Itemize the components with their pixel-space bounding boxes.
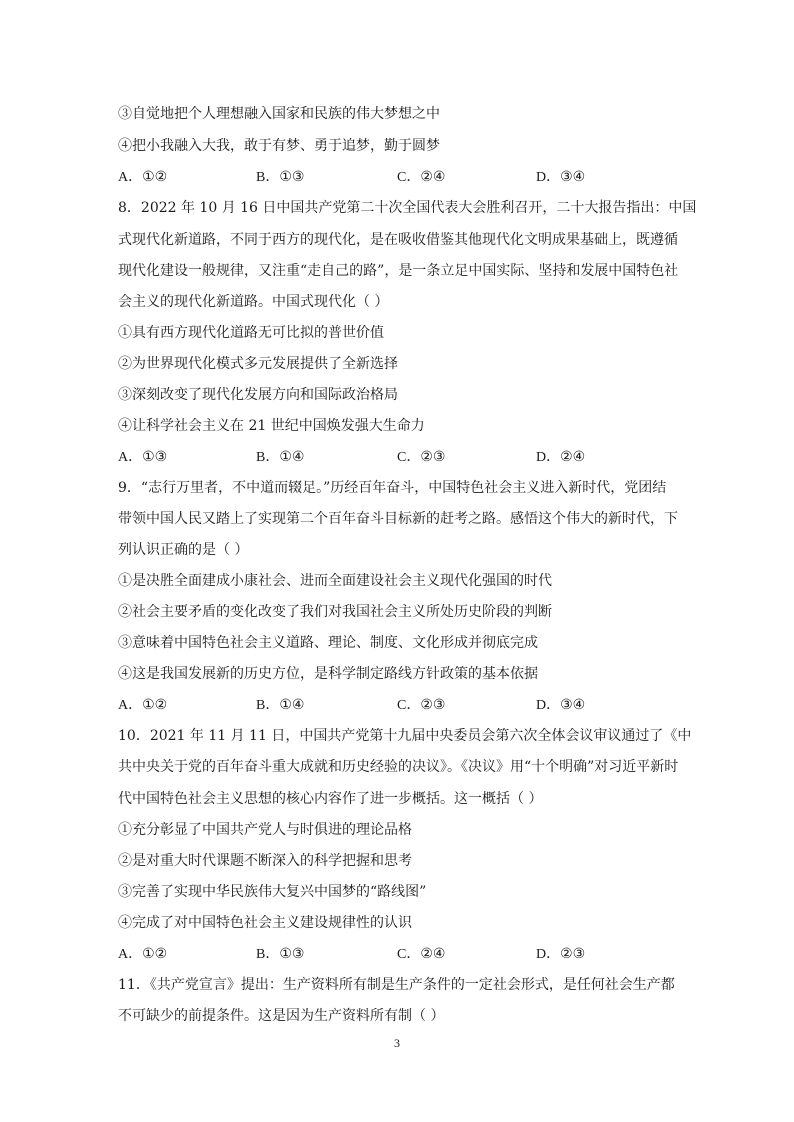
q8-item-3: ③深刻改变了现代化发展方向和国际政治格局 (118, 387, 398, 403)
q8-stem-line: 式现代化新道路，不同于西方的现代化，是在吸收借鉴其他现代化文明成果基础上，既遵循 (118, 232, 678, 248)
q8-option-d[interactable]: D．②④ (536, 449, 586, 465)
q8-stem-line: 会主义的现代化新道路。中国式现代化（ ） (118, 294, 389, 310)
q8-options (118, 448, 678, 466)
q10-option-d[interactable]: D．②③ (536, 946, 586, 962)
q9-option-b[interactable]: B．①④ (256, 697, 305, 713)
q10-stem-line: 代中国特色社会主义思想的核心内容作了进一步概括。这一概括（ ） (118, 791, 543, 807)
q8-item-1: ①具有西方现代化道路无可比拟的普世价值 (118, 325, 384, 341)
page-number: 3 (394, 1036, 400, 1050)
q8-option-a[interactable]: A．①③ (118, 449, 168, 465)
q8-option-c[interactable]: C．②③ (397, 449, 446, 465)
q8-item-4: ④让科学社会主义在 21 世纪中国焕发强大生命力 (118, 418, 425, 434)
q9-option-d[interactable]: D．③④ (536, 697, 586, 713)
q7-option-b[interactable]: B．①③ (256, 169, 305, 185)
q7-item-3: ③自觉地把个人理想融入国家和民族的伟大梦想之中 (118, 106, 440, 122)
q9-stem-line: 列认识正确的是（ ） (118, 542, 249, 558)
q9-item-2: ②社会主要矛盾的变化改变了我们对我国社会主义所处历史阶段的判断 (118, 604, 552, 620)
q10-stem-line: 共中央关于党的百年奋斗重大成就和历史经验的决议》。《决议》用“十个明确”对习近平新时 (118, 759, 679, 775)
q7-options (118, 168, 678, 186)
q10-item-4: ④完成了对中国特色社会主义建设规律性的认识 (118, 915, 412, 931)
q9-options (118, 696, 678, 714)
q11-stem-line: 11．《共产党宣言》提出：生产资料所有制是生产条件的一定社会形式，是任何社会生产都 (118, 977, 675, 993)
q10-option-c[interactable]: C．②④ (397, 946, 446, 962)
q9-stem-line: 带领中国人民又踏上了实现第二个百年奋斗目标新的赶考之路。感悟这个伟大的新时代，下 (118, 511, 678, 527)
q9-item-3: ③意味着中国特色社会主义道路、理论、制度、文化形成并彻底完成 (118, 635, 538, 651)
q8-stem-line: 8．2022 年 10 月 16 日中国共产党第二十次全国代表大会胜利召开，二十大报告指出：中国 (118, 200, 697, 216)
q9-option-c[interactable]: C．②③ (397, 697, 446, 713)
q10-option-a[interactable]: A．①② (118, 946, 168, 962)
q10-stem-line: 10．2021 年 11 月 11 日，中国共产党第十九届中央委员会第六次全体会议审议通过了《中 (118, 728, 692, 744)
q8-option-b[interactable]: B．①④ (256, 449, 305, 465)
q9-option-a[interactable]: A．①② (118, 697, 168, 713)
q7-item-4: ④把小我融入大我，敢于有梦、勇于追梦，勤于圆梦 (118, 138, 440, 154)
q10-item-1: ①充分彰显了中国共产党人与时俱进的理论品格 (118, 822, 412, 838)
q10-options (118, 945, 678, 963)
q7-option-c[interactable]: C．②④ (397, 169, 446, 185)
q9-stem-line: 9．“志行万里者，不中道而辍足。”历经百年奋斗，中国特色社会主义进入新时代，党团结 (118, 480, 667, 496)
q10-item-3: ③完善了实现中华民族伟大复兴中国梦的“路线图” (118, 884, 427, 900)
q7-option-a[interactable]: A．①② (118, 169, 168, 185)
q9-item-4: ④这是我国发展新的历史方位，是科学制定路线方针政策的基本依据 (118, 666, 538, 682)
q9-item-1: ①是决胜全面建成小康社会、进而全面建设社会主义现代化强国的时代 (118, 573, 552, 589)
q8-stem-line: 现代化建设一般规律，又注重“走自己的路”，是一条立足中国实际、坚持和发展中国特色社 (118, 263, 679, 279)
q10-item-2: ②是对重大时代课题不断深入的科学把握和思考 (118, 853, 412, 869)
q11-stem-line: 不可缺少的前提条件。这是因为生产资料所有制（ ） (118, 1008, 445, 1024)
q7-option-d[interactable]: D．③④ (536, 169, 586, 185)
q10-option-b[interactable]: B．①③ (256, 946, 305, 962)
q8-item-2: ②为世界现代化模式多元发展提供了全新选择 (118, 356, 398, 372)
